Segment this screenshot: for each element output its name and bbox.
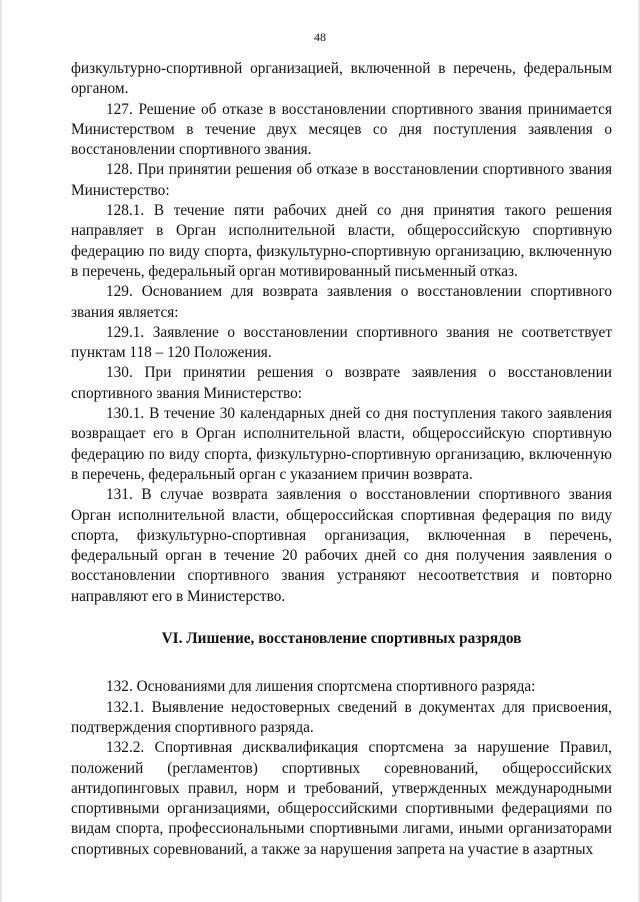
paragraph: 128. При принятии решения об отказе в восстановлении спортивного звания Министерство: bbox=[71, 161, 612, 199]
paragraphs-before-section bbox=[71, 59, 612, 607]
paragraph: физкультурно-спортивной организацией, включенной в перечень, федеральным органом. bbox=[71, 60, 612, 98]
scan-edge-left bbox=[0, 0, 2, 902]
paragraph: 127. Решение об отказе в восстановлении спортивного звания принимается Министерством в течение двух месяцев со дня поступления заявления о восстановлении спортивного звания. bbox=[71, 100, 612, 159]
section-heading: VI. Лишение, восстановление спортивных разрядов bbox=[161, 630, 522, 648]
page-number: 48 bbox=[314, 30, 326, 44]
paragraph: 131. В случае возврата заявления о восстановлении спортивного звания Орган исполнительной власти, общероссийская спортивная федерация по виду спорта, физкультурно-спортивная организация, включенная в перечень, федеральный орган в течение 20 рабочих дней со дня получения заявления о восстановлении спортивного звания устраняют несоответствия и повторно направляют его в Министерство. bbox=[71, 486, 612, 605]
paragraph: 132.2. Спортивная дисквалификация спортсмена за нарушение Правил, положений (регламентов) спортивных соревнований, общероссийских антидопинговых правил, норм и требований, утвержденных международными спортивными организациями, общероссийскими спортивными федерациями по видам спорта, профессиональными спортивными лигами, иными организаторами спортивных соревнований, а также за нарушения запрета на участие в азартных bbox=[71, 739, 612, 858]
paragraph: 129. Основанием для возврата заявления о восстановлении спортивного звания является: bbox=[71, 283, 612, 321]
paragraph: 129.1. Заявление о восстановлении спортивного звания не соответствует пунктам 118 – 120 Положения. bbox=[71, 323, 612, 362]
paragraph: 128.1. В течение пяти рабочих дней со дня принятия такого решения направляет в Орган исполнительной власти, общероссийскую спортивную федерацию по виду спорта, физкультурно-спортивную организацию, включенную в перечень, федеральный орган мотивированный письменный отказ. bbox=[71, 202, 612, 280]
paragraph: 132.1. Выявление недостоверных сведений в документах для присвоения, подтверждения спортивного разряда. bbox=[71, 698, 612, 736]
document-body bbox=[71, 59, 612, 860]
paragraphs-after-section bbox=[71, 677, 612, 860]
paragraph: 130. При принятии решения о возврате заявления о восстановлении спортивного звания Министерство: bbox=[71, 364, 612, 402]
paragraph: 130.1. В течение 30 календарных дней со дня поступления такого заявления возвращает его в Орган исполнительной власти, общероссийскую спортивную федерацию по виду спорта, физкультурно-спортивную организацию, включенную в перечень, федеральный орган с указанием причин возврата. bbox=[71, 405, 612, 483]
paragraph: 132. Основаниями для лишения спортсмена спортивного разряда: bbox=[106, 678, 536, 696]
